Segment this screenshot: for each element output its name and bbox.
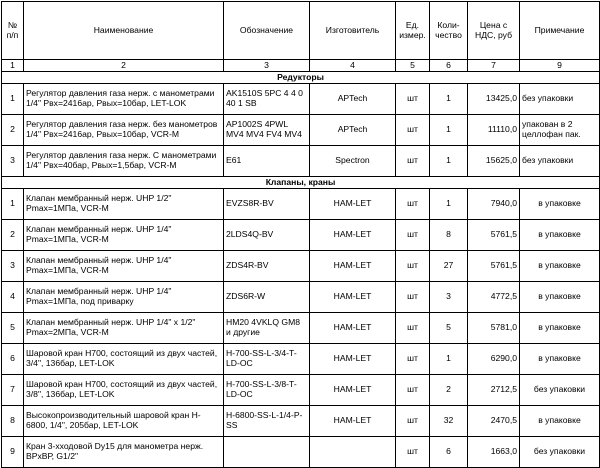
cell-maker: HAM-LET <box>310 375 396 406</box>
cell-name: Клапан мембранный нерж. UHP 1/4" x 1/2" Pmax=2МПа, VCR-M <box>24 313 224 344</box>
cell-maker: HAM-LET <box>310 313 396 344</box>
header-qty: Коли-чество <box>430 2 468 60</box>
cell-maker: HAM-LET <box>310 189 396 220</box>
cell-note: в упаковке <box>520 344 600 375</box>
col-number: 3 <box>224 60 310 72</box>
header-unit: Ед. измер. <box>396 2 430 60</box>
cell-name: Клапан мембранный нерж. UHP 1/2" Pmax=1МПа, VCR-M <box>24 189 224 220</box>
col-number: 5 <box>396 60 430 72</box>
cell-name: Высокопроизводительный шаровой кран H-6800, 1/4", 205бар, LET-LOK <box>24 406 224 437</box>
col-number: 7 <box>468 60 520 72</box>
cell-qty: 1 <box>430 189 468 220</box>
table-row <box>2 146 600 177</box>
cell-num: 6 <box>2 344 24 375</box>
cell-note: в упаковке <box>520 251 600 282</box>
cell-maker: HAM-LET <box>310 220 396 251</box>
col-number: 9 <box>520 60 600 72</box>
cell-price: 5781,0 <box>468 313 520 344</box>
cell-maker: Spectron <box>310 146 396 177</box>
cell-qty: 3 <box>430 282 468 313</box>
cell-qty: 27 <box>430 251 468 282</box>
cell-maker: APTech <box>310 84 396 115</box>
cell-qty: 6 <box>430 437 468 468</box>
cell-price: 6290,0 <box>468 344 520 375</box>
cell-num: 3 <box>2 146 24 177</box>
price-table <box>1 1 600 468</box>
section-row <box>2 72 600 84</box>
section-row <box>2 177 600 189</box>
cell-name: Регулятор давления газа нерж. С манометрами 1/4" Рвх=40бар, Рвых=1,5бар, VCR-M <box>24 146 224 177</box>
cell-qty: 1 <box>430 84 468 115</box>
cell-qty: 1 <box>430 115 468 146</box>
column-number-row <box>2 60 600 72</box>
cell-unit: шт <box>396 282 430 313</box>
cell-num: 9 <box>2 437 24 468</box>
cell-unit: шт <box>396 146 430 177</box>
cell-name: Регулятор давления газа нерж. без манометров 1/4" Рвх=2416ар, Рвых=10бар, VCR-M <box>24 115 224 146</box>
table-row <box>2 375 600 406</box>
cell-maker: HAM-LET <box>310 344 396 375</box>
cell-code: H-700-SS-L-3/8-T-LD-OC <box>224 375 310 406</box>
cell-code: 2LDS4Q-BV <box>224 220 310 251</box>
header-note: Примечание <box>520 2 600 60</box>
cell-num: 5 <box>2 313 24 344</box>
cell-name: Клапан мембранный нерж. UHP 1/4" Pmax=1МПа, VCR-M <box>24 220 224 251</box>
cell-note: без упаковки <box>520 375 600 406</box>
cell-qty: 32 <box>430 406 468 437</box>
section-title: Редукторы <box>2 72 600 84</box>
header-num: № п/п <box>2 2 24 60</box>
cell-unit: шт <box>396 313 430 344</box>
table-row <box>2 437 600 468</box>
cell-price: 5761,5 <box>468 220 520 251</box>
cell-code: E61 <box>224 146 310 177</box>
cell-unit: шт <box>396 84 430 115</box>
cell-code: EVZS8R-BV <box>224 189 310 220</box>
header-price: Цена с НДС, руб <box>468 2 520 60</box>
cell-code: ZDS6R-W <box>224 282 310 313</box>
cell-unit: шт <box>396 115 430 146</box>
cell-price: 1663,0 <box>468 437 520 468</box>
col-number: 4 <box>310 60 396 72</box>
cell-qty: 2 <box>430 375 468 406</box>
table-row <box>2 251 600 282</box>
cell-price: 11110,0 <box>468 115 520 146</box>
cell-note: в упаковке <box>520 189 600 220</box>
cell-maker: HAM-LET <box>310 406 396 437</box>
cell-qty: 1 <box>430 146 468 177</box>
cell-unit: шт <box>396 220 430 251</box>
cell-price: 15625,0 <box>468 146 520 177</box>
header-maker: Изготовитель <box>310 2 396 60</box>
cell-num: 3 <box>2 251 24 282</box>
cell-price: 7940,0 <box>468 189 520 220</box>
cell-note: без упаковки <box>520 437 600 468</box>
table-row <box>2 282 600 313</box>
cell-code: AK1510S 5PC 4 4 0 40 1 SB <box>224 84 310 115</box>
cell-qty: 1 <box>430 344 468 375</box>
table-row <box>2 189 600 220</box>
cell-price: 13425,0 <box>468 84 520 115</box>
cell-code: ZDS4R-BV <box>224 251 310 282</box>
cell-unit: шт <box>396 251 430 282</box>
cell-note: без упаковки <box>520 146 600 177</box>
cell-qty: 5 <box>430 313 468 344</box>
col-number: 2 <box>24 60 224 72</box>
cell-price: 5761,5 <box>468 251 520 282</box>
cell-note: в упаковке <box>520 220 600 251</box>
header-name: Наименование <box>24 2 224 60</box>
cell-note: в упаковке <box>520 406 600 437</box>
table-row <box>2 406 600 437</box>
table-row <box>2 220 600 251</box>
cell-note: без упаковки <box>520 84 600 115</box>
cell-maker: HAM-LET <box>310 282 396 313</box>
cell-price: 2712,5 <box>468 375 520 406</box>
cell-code: AP1002S 4PWL MV4 MV4 FV4 MV4 <box>224 115 310 146</box>
cell-name: Кран 3-хходовой Dy15 для манометра нерж. ВРхВР, G1/2" <box>24 437 224 468</box>
table-row <box>2 115 600 146</box>
cell-unit: шт <box>396 189 430 220</box>
cell-note: упакован в 2 целлофан пак. <box>520 115 600 146</box>
cell-code: H-6800-SS-L-1/4-P-SS <box>224 406 310 437</box>
cell-note: в упаковке <box>520 313 600 344</box>
cell-num: 8 <box>2 406 24 437</box>
header-row <box>2 2 600 60</box>
cell-code <box>224 437 310 468</box>
cell-num: 7 <box>2 375 24 406</box>
cell-name: Клапан мембранный нерж. UHP 1/4" Pmax=1МПа, под приварку <box>24 282 224 313</box>
cell-name: Шаровой кран H700, состоящий из двух частей, 3/8", 136бар, LET-LOK <box>24 375 224 406</box>
cell-name: Регулятор давления газа нерж. с манометрами 1/4" Рвх=2416ар, Рвых=10бар, LET-LOK <box>24 84 224 115</box>
cell-note: в упаковке <box>520 282 600 313</box>
cell-num: 1 <box>2 189 24 220</box>
table-row <box>2 344 600 375</box>
cell-price: 4772,5 <box>468 282 520 313</box>
cell-price: 2470,5 <box>468 406 520 437</box>
cell-name: Клапан мембранный нерж. UHP 1/4" Pmax=1МПа, VCR-M <box>24 251 224 282</box>
cell-num: 4 <box>2 282 24 313</box>
cell-num: 2 <box>2 115 24 146</box>
cell-unit: шт <box>396 406 430 437</box>
cell-maker <box>310 437 396 468</box>
table-row <box>2 84 600 115</box>
cell-unit: шт <box>396 437 430 468</box>
cell-unit: шт <box>396 344 430 375</box>
cell-num: 2 <box>2 220 24 251</box>
cell-code: HM20 4VKLQ GM8 и другие <box>224 313 310 344</box>
section-title: Клапаны, краны <box>2 177 600 189</box>
col-number: 6 <box>430 60 468 72</box>
cell-maker: HAM-LET <box>310 251 396 282</box>
cell-num: 1 <box>2 84 24 115</box>
col-number: 1 <box>2 60 24 72</box>
table-row <box>2 313 600 344</box>
cell-unit: шт <box>396 375 430 406</box>
cell-qty: 8 <box>430 220 468 251</box>
header-code: Обозначение <box>224 2 310 60</box>
cell-name: Шаровой кран H700, состоящий из двух частей, 3/4", 136бар, LET-LOK <box>24 344 224 375</box>
cell-maker: APTech <box>310 115 396 146</box>
cell-code: H-700-SS-L-3/4-T-LD-OC <box>224 344 310 375</box>
